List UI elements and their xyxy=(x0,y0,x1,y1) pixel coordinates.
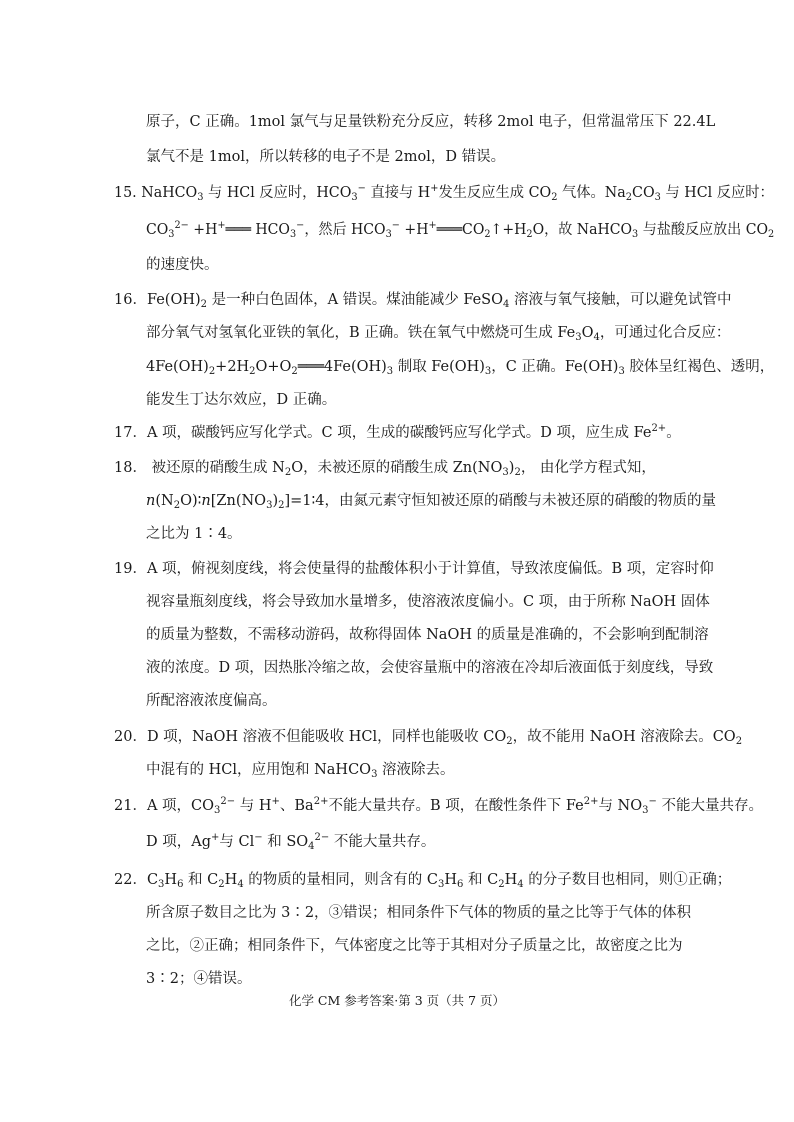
text-line: 之比，②正确；相同条件下，气体密度之比等于其相对分子质量之比，故密度之比为 xyxy=(146,938,683,954)
answer-22-line: 22．$C_3H_6$ 和 $C_2H_4$ 的物质的量相同，则含有的 $C_3H_6$ 和 $C_2H_4$ 的分子数目也相同，则①正确； xyxy=(114,872,732,890)
text-line: 的速度快。 xyxy=(146,257,219,273)
text-line: 所配溶液浓度偏高。 xyxy=(146,693,277,709)
page-footer: 化学 CM 参考答案·第 3 页（共 7 页） xyxy=(288,993,506,1008)
text-line: 原子，C 正确。1mol 氯气与足量铁粉充分反应，转移 2mol 电子，但常温常压下 22.4L xyxy=(146,114,716,130)
answer-16-line: 16．$Fe(OH)_2$ 是一种白色固体，A 错误。煤油能减少 FeSO$_4$ 溶液与氧气接触，可以避免试管中 xyxy=(114,292,732,310)
answer-17-line: 17．A 项，碳酸钙应写化学式。C 项，生成的碳酸钙应写化学式。D 项，应生成 $Fe^{2+}$。 xyxy=(114,423,681,441)
answer-18-line: 18． 被还原的硝酸生成 $N_2O$，未被还原的硝酸生成 $Zn(NO_3)_2$， 由化学方程式知， xyxy=(114,460,656,478)
text-line: $n(N_2O)∶n[Zn(NO_3)_2]=1∶4$，由氮元素守恒知被还原的硝酸与未被还原的硝酸的物质的量 xyxy=(146,493,717,511)
text-line: 液的浓度。D 项，因热胀冷缩之故，会使容量瓶中的溶液在冷却后液面低于刻度线，导致 xyxy=(146,660,714,676)
answer-19-line: 19．A 项，俯视刻度线，将会使量得的盐酸体积小于计算值，导致浓度偏低。B 项，定容时仰 xyxy=(114,561,714,577)
equation-line: $CO_3^{2-}$ +H+═══ $HCO_3^-$，然后 $HCO_3^-$ $+H^+═══CO_2↑+H_2O$，故 NaHCO$_3$ 与盐酸反应放出 $CO_2$ xyxy=(146,220,775,240)
text-line: 的质量为整数，不需移动游码，故称得固体 NaOH 的质量是准确的，不会影响到配制溶 xyxy=(146,627,709,643)
text-line: 氯气不是 1mol，所以转移的电子不是 2mol，D 错误。 xyxy=(146,149,506,165)
text-line: 所含原子数目之比为 3∶2，③错误；相同条件下气体的物质的量之比等于气体的体积 xyxy=(146,905,692,921)
text-line: D 项，Ag+与 Cl− 和 $SO_4^{2-}$ 不能大量共存。 xyxy=(146,832,436,852)
text-line: 部分氧气对氢氧化亚铁的氧化，B 正确。铁在氧气中燃烧可生成 $Fe_3O_4$，可通过化合反应： xyxy=(146,325,731,343)
answer-21-line: 21．A 项，$CO_3^{2-}$ 与 H+、$Ba^{2+}$不能大量共存。B 项，在酸性条件下 $Fe^{2+}$与 $NO_3^-$ 不能大量共存。 xyxy=(114,796,764,816)
text-line: 能发生丁达尔效应，D 正确。 xyxy=(146,392,337,408)
equation-line: $4Fe(OH)_2+2H_2O+O_2═══4Fe(OH)_3$ 制取 $Fe(OH)_3$，C 正确。$Fe(OH)_3$ 胶体呈红褐色、透明， xyxy=(146,359,775,377)
answer-15-line: 15. NaHCO$_3$ 与 HCl 反应时，$HCO_3^-$ 直接与 H+发生反应生成 $CO_2$ 气体。$Na_2CO_3$ 与 HCl 反应时： xyxy=(114,183,774,203)
answer-20-line: 20．D 项，NaOH 溶液不但能吸收 HCl，同样也能吸收 $CO_2$，故不能用 NaOH 溶液除去。$CO_2$ xyxy=(114,729,743,747)
text-line: 视容量瓶刻度线，将会导致加水量增多，使溶液浓度偏小。C 项，由于所称 NaOH 固体 xyxy=(146,594,710,610)
text-line: 中混有的 HCl，应用饱和 NaHCO$_3$ 溶液除去。 xyxy=(146,762,455,780)
text-line: 之比为 1∶4。 xyxy=(146,526,242,542)
text-line: 3∶2；④错误。 xyxy=(146,971,252,987)
